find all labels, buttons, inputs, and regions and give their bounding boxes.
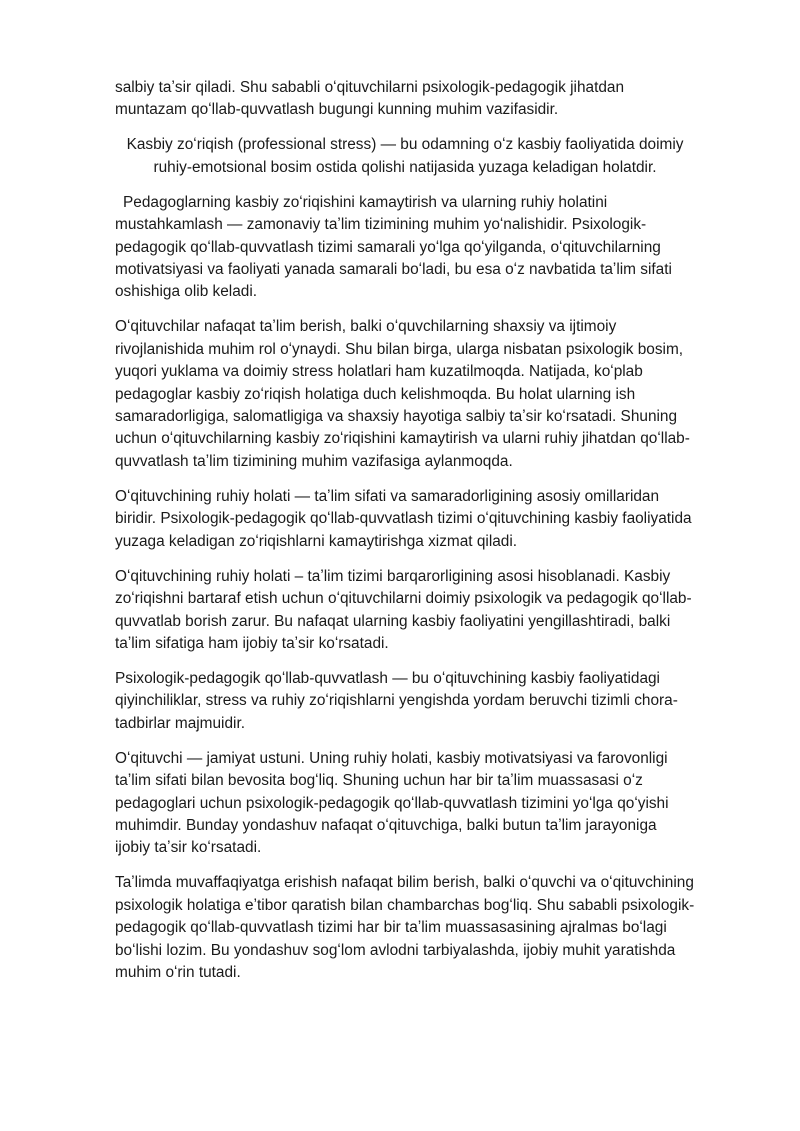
document-body — [115, 77, 695, 997]
paragraph-definition: Kasbiy zoʻriqish (professional stress) — bu odamning oʻz kasbiy faoliyatida doimiy ruhiy-emotsional bosim ostida qolishi natijasida yuzaga keladigan holatdir. — [126, 136, 684, 176]
paragraph: Pedagoglarning kasbiy zoʻriqishini kamaytirish va ularning ruhiy holatini mustahkamlash — zamonaviy taʼlim tizimining muhim yoʻnalishidir. Psixologik-pedagogik qoʻllab-quvvatlash tizimi samarali yoʻlga qoʻyilganda, oʻqituvchilarning motivatsiyasi va faoliyati yanada samarali boʻladi, bu esa oʻz navbatida taʼlim sifati oshishiga olib keladi. — [115, 193, 672, 301]
paragraph: Taʼlimda muvaffaqiyatga erishish nafaqat bilim berish, balki oʻquvchi va oʻqituvchining psixologik holatiga eʼtibor qaratish bilan chambarchas bogʻliq. Shu sababli psixologik-pedagogik qoʻllab-quvvatlash tizimi har bir taʼlim muassasasining ajralmas boʻlagi boʻlishi lozim. Bu yondashuv sogʻlom avlodni tarbiyalashda, ijobiy muhit yaratishda muhim oʻrin tutadi. — [115, 874, 695, 981]
paragraph: Psixologik-pedagogik qoʻllab-quvvatlash — bu oʻqituvchining kasbiy faoliyatidagi qiyinchiliklar, stress va ruhiy zoʻriqishlarni yengishda yordam beruvchi tizimli chora-tadbirlar majmuidir. — [115, 669, 678, 732]
paragraph: Oʻqituvchining ruhiy holati — taʼlim sifati va samaradorligining asosiy omillaridan biridir. Psixologik-pedagogik qoʻllab-quvvatlash tizimi oʻqituvchining kasbiy faoliyatida yuzaga keladigan zoʻriqishlarni kamaytirishga xizmat qiladi. — [115, 487, 692, 550]
paragraph: Oʻqituvchi — jamiyat ustuni. Uning ruhiy holati, kasbiy motivatsiyasi va farovonligi taʼlim sifati bilan bevosita bogʻliq. Shuning uchun har bir taʼlim muassasasi oʻz pedagoglari uchun psixologik-pedagogik qoʻllab-quvvatlash tizimini yoʻlga qoʻyishi muhimdir. Bunday yondashuv nafaqat oʻqituvchiga, balki butun taʼlim jarayoniga ijobiy taʼsir koʻrsatadi. — [115, 749, 669, 857]
paragraph: Oʻqituvchilar nafaqat taʼlim berish, balki oʻquvchilarning shaxsiy va ijtimoiy rivojlanishida muhim rol oʻynaydi. Shu bilan birga, ularga nisbatan psixologik bosim, yuqori yuklama va doimiy stress holatlari ham kuzatilmoqda. Natijada, koʻplab pedagoglar kasbiy zoʻriqish holatiga duch kelishmoqda. Bu holat ularning ish samaradorligiga, salomatligiga va shaxsiy hayotiga salbiy taʼsir koʻrsatadi. Shuning uchun oʻqituvchilarning kasbiy zoʻriqishini kamaytirish va ularni ruhiy jihatdan qoʻllab-quvvatlash taʼlim tizimining muhim vazifasiga aylanmoqda. — [115, 318, 690, 470]
paragraph: salbiy taʼsir qiladi. Shu sababli oʻqituvchilarni psixologik-pedagogik jihatdan muntazam qoʻllab-quvvatlash bugungi kunning muhim vazifasidir. — [115, 79, 625, 119]
paragraph: Oʻqituvchining ruhiy holati – taʼlim tizimi barqarorligining asosi hisoblanadi. Kasbiy zoʻriqishni bartaraf etish uchun oʻqituvchilarni doimiy psixologik va pedagogik qoʻllab-quvvatlab borish zarur. Bu nafaqat ularning kasbiy faoliyatini yengillashtiradi, balki taʼlim sifatiga ham ijobiy taʼsir koʻrsatadi. — [115, 567, 692, 652]
